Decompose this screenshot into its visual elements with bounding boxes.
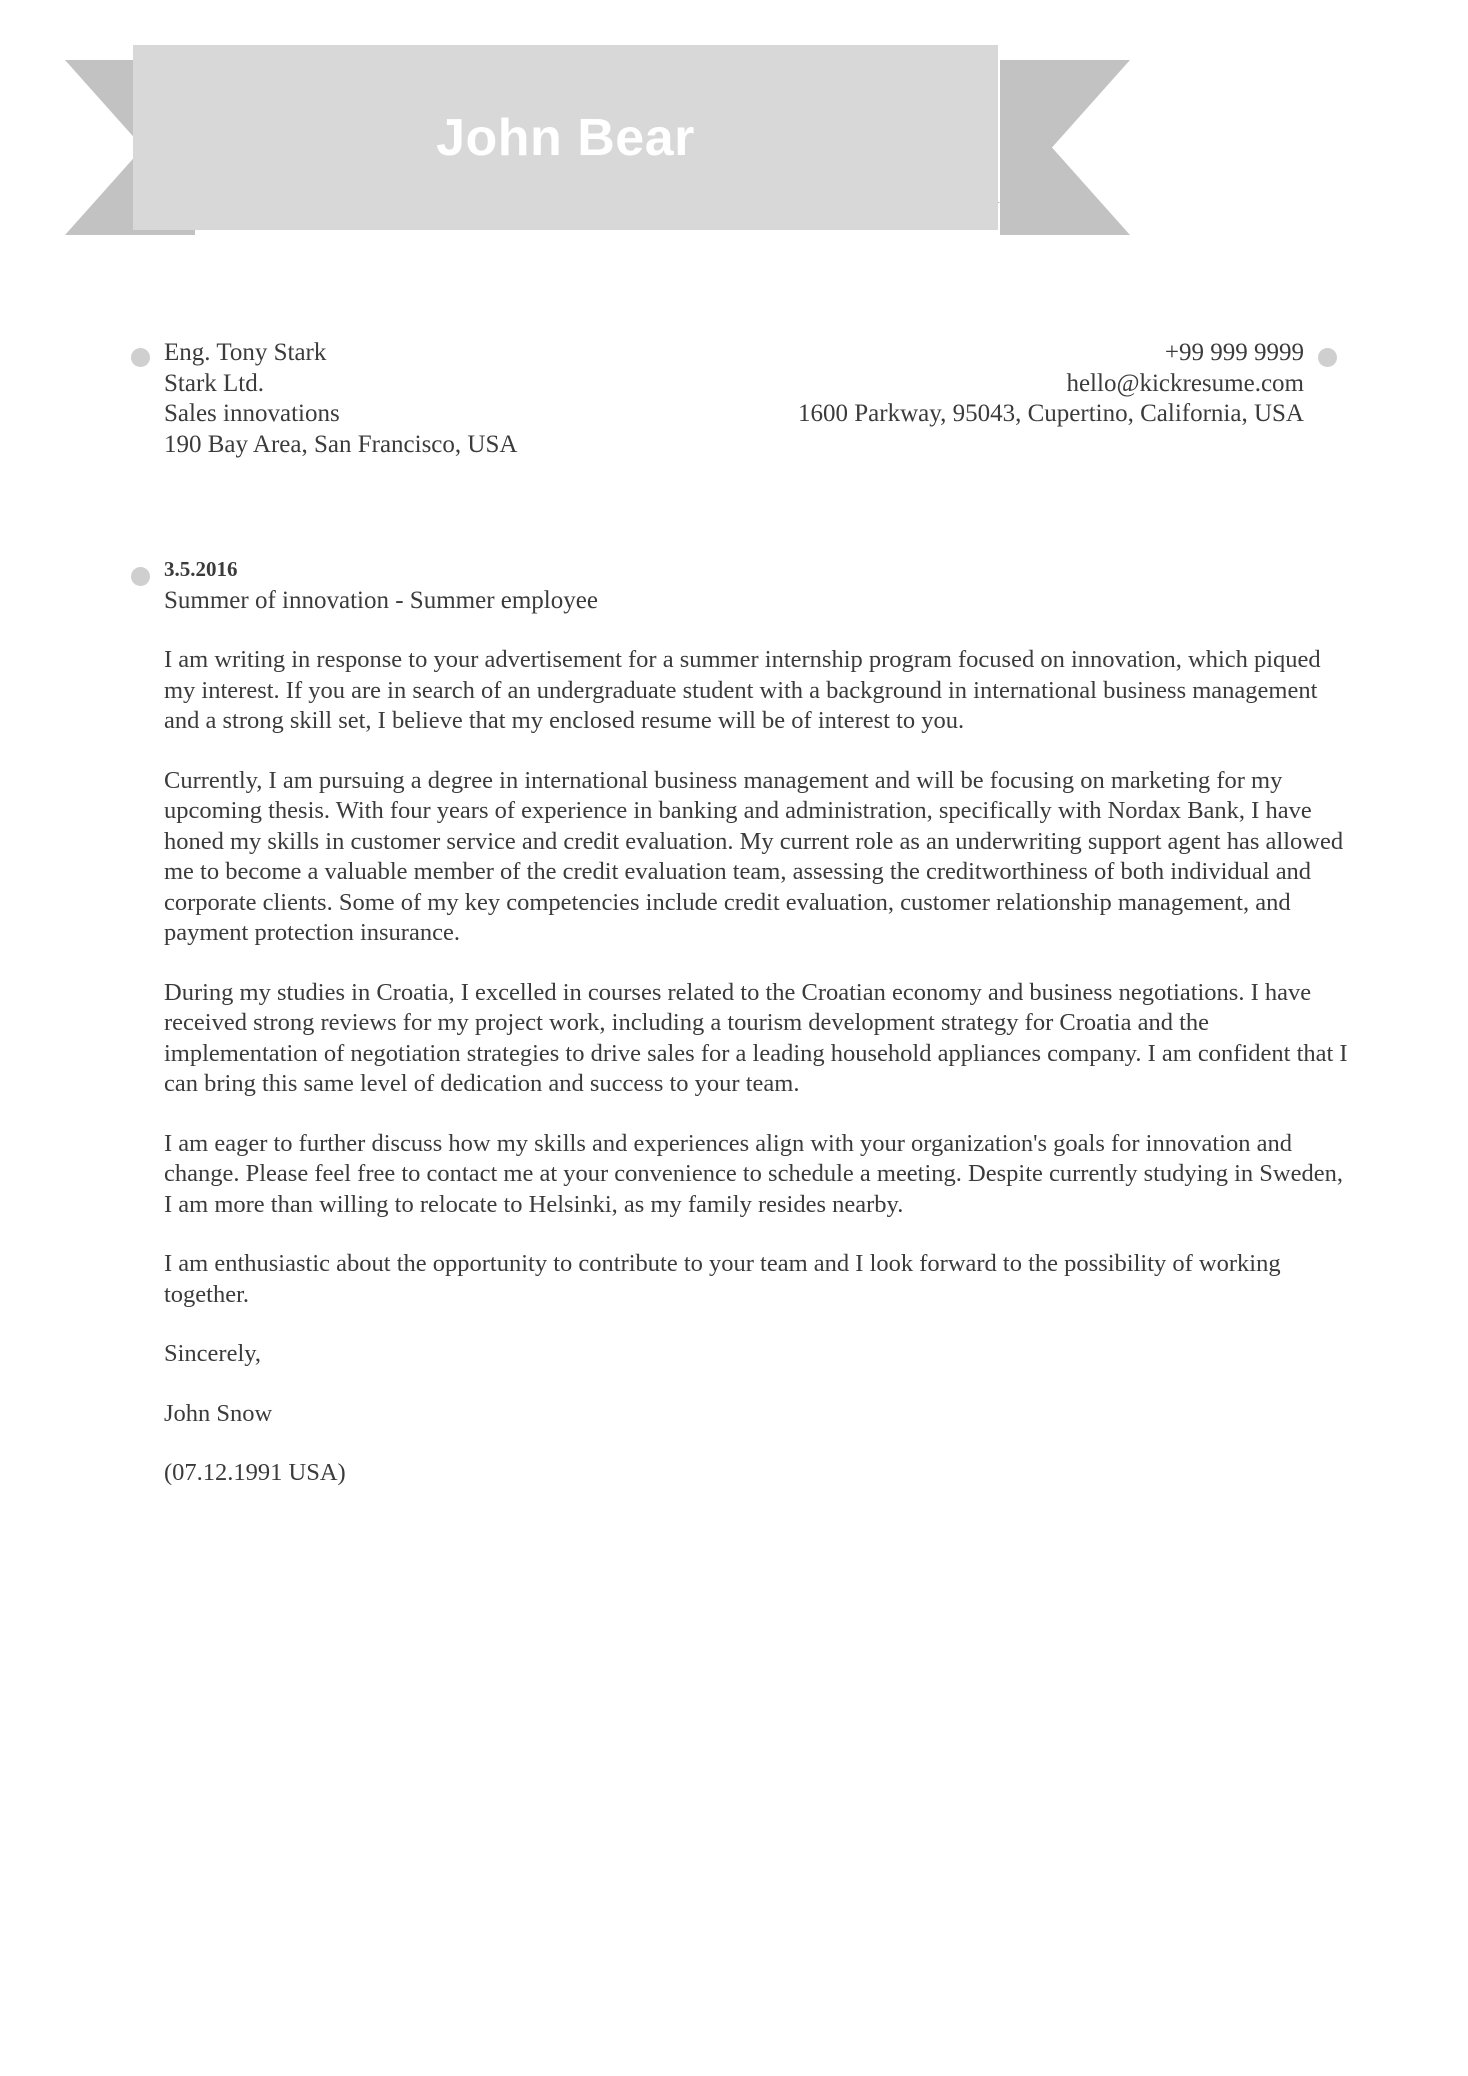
letter-paragraph: I am writing in response to your advertisement for a summer internship program focused on innovation, which piqued my interest. If you are in search of an undergraduate student with a background in international business management and a strong skill set, I believe that my enclosed resume will be of interest to you. (164, 646, 1321, 734)
header-ribbon-banner (0, 0, 1468, 250)
bullet-dot-icon-date (131, 567, 150, 586)
sender-phone: +99 999 9999 (1164, 339, 1304, 366)
letter-meta-section (164, 556, 1314, 617)
letter-paragraph: I am enthusiastic about the opportunity to contribute to your team and I look forward to the possibility of working together. (164, 1250, 1281, 1308)
letter-closing: Sincerely, (164, 1340, 262, 1367)
letter-paragraph: Currently, I am pursuing a degree in international business management and will be focusing on marketing for my upcoming thesis. With four years of experience in banking and administration, specifically with Nordax Bank, I have honed my skills in customer service and credit evaluation. My current role as an underwriting support agent has allowed me to become a valuable member of the credit evaluation team, assessing the creditworthiness of both individual and corporate clients. Some of my key competencies include credit evaluation, customer relationship management, and payment protection insurance. (164, 766, 1344, 946)
signature-birthdate: (07.12.1991 USA) (164, 1459, 346, 1486)
recipient-line: Eng. Tony Stark (164, 339, 327, 366)
sender-address: 1600 Parkway, 95043, Cupertino, California, USA (798, 400, 1304, 427)
recipient-line: Sales innovations (164, 400, 340, 427)
ribbon-center-panel (133, 45, 998, 230)
letter-date: 3.5.2016 (164, 557, 238, 581)
letter-body (164, 645, 1354, 1518)
sender-email: hello@kickresume.com (1066, 369, 1304, 397)
letter-paragraph: During my studies in Croatia, I excelled in courses related to the Croatian economy and business negotiations. I have received strong reviews for my project work, including a tourism development strategy for Croatia and the implementation of negotiation strategies to drive sales for a leading household appliances company. I am confident that I can bring this same level of dedication and success to your team. (164, 978, 1348, 1097)
recipient-line: Stark Ltd. (164, 369, 264, 397)
sender-contact-block (798, 338, 1304, 430)
recipient-address-block (164, 338, 517, 460)
applicant-name-title: John Bear (436, 108, 695, 167)
recipient-line: 190 Bay Area, San Francisco, USA (164, 430, 518, 458)
address-section (0, 338, 1468, 458)
letter-paragraph: I am eager to further discuss how my skills and experiences align with your organization's goals for innovation and change. Please feel free to contact me at your convenience to schedule a meeting. Despite currently studying in Sweden, I am more than willing to relocate to Helsinki, as my family resides nearby. (164, 1129, 1343, 1218)
letter-subject: Summer of innovation - Summer employee (164, 587, 598, 614)
ribbon-tail-right (1000, 60, 1130, 235)
signature-name: John Snow (164, 1399, 273, 1427)
